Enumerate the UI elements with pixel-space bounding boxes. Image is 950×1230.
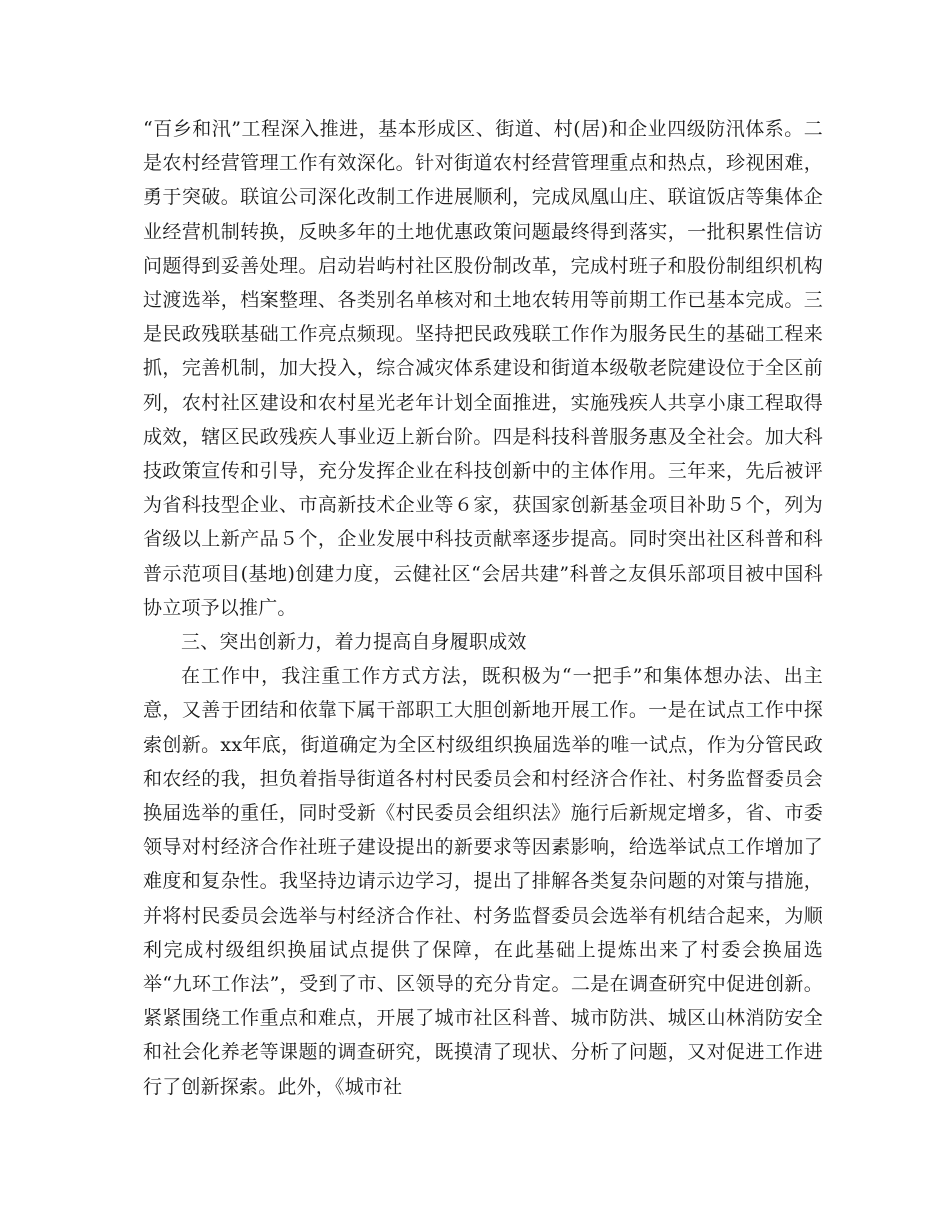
document-body xyxy=(143,112,823,1104)
section-heading-innovation: 三、突出创新力，着力提高自身履职成效 xyxy=(181,631,527,654)
paragraph-work-summary: “百乡和汛”工程深入推进，基本形成区、街道、村(居)和企业四级防汛体系。二是农村经营管理工作有效深化。针对街道农村经营管理重点和热点，珍视困难，勇于突破。联谊公司深化改制工作进展顺利，完成凤凰山庄、联谊饭店等集体企业经营机制转换，反映多年的土地优惠政策问题最终得到落实，一批积累性信访问题得到妥善处理。启动岩屿村社区股份制改革，完成村班子和股份制组织机构过渡选举，档案整理、各类别名单核对和土地农转用等前期工作已基本完成。三是民政残联基础工作亮点频现。坚持把民政残联工作作为服务民生的基础工程来抓，完善机制，加大投入，综合减灾体系建设和街道本级敬老院建设位于全区前列，农村社区建设和农村星光老年计划全面推进，实施残疾人共享小康工程取得成效，辖区民政残疾人事业迈上新台阶。四是科技科普服务惠及全社会。加大科技政策宣传和引导，充分发挥企业在科技创新中的主体作用。三年来，先后被评为省科技型企业、市高新技术企业等６家，获国家创新基金项目补助５个，列为省级以上新产品５个，企业发展中科技贡献率逐步提高。同时突出社区科普和科普示范项目(基地)创建力度，云健社区“会居共建”科普之友俱乐部项目被中国科协立项予以推广。 xyxy=(143,118,823,619)
paragraph-innovation-work: 在工作中，我注重工作方式方法，既积极为“一把手”和集体想办法、出主意，又善于团结和依靠下属干部职工大胆创新地开展工作。一是在试点工作中探索创新。xx年底，街道确定为全区村级组织换届选举的唯一试点，作为分管民政和农经的我，担负着指导街道各村村民委员会和村经济合作社、村务监督委员会换届选举的重任，同时受新《村民委员会组织法》施行后新规定增多，省、市委领导对村经济合作社班子建设提出的新要求等因素影响，给选举试点工作增加了难度和复杂性。我坚持边请示边学习，提出了排解各类复杂问题的对策与措施，并将村民委员会选举与村经济合作社、村务监督委员会选举有机结合起来，为顺利完成村级组织换届试点提供了保障，在此基础上提炼出来了村委会换届选举“九环工作法”，受到了市、区领导的充分肯定。二是在调查研究中促进创新。紧紧围绕工作重点和难点，开展了城市社区科普、城市防洪、城区山林消防安全和社会化养老等课题的调查研究，既摸清了现状、分析了问题，又对促进工作进行了创新探索。此外，《城市社 xyxy=(143,665,823,1098)
